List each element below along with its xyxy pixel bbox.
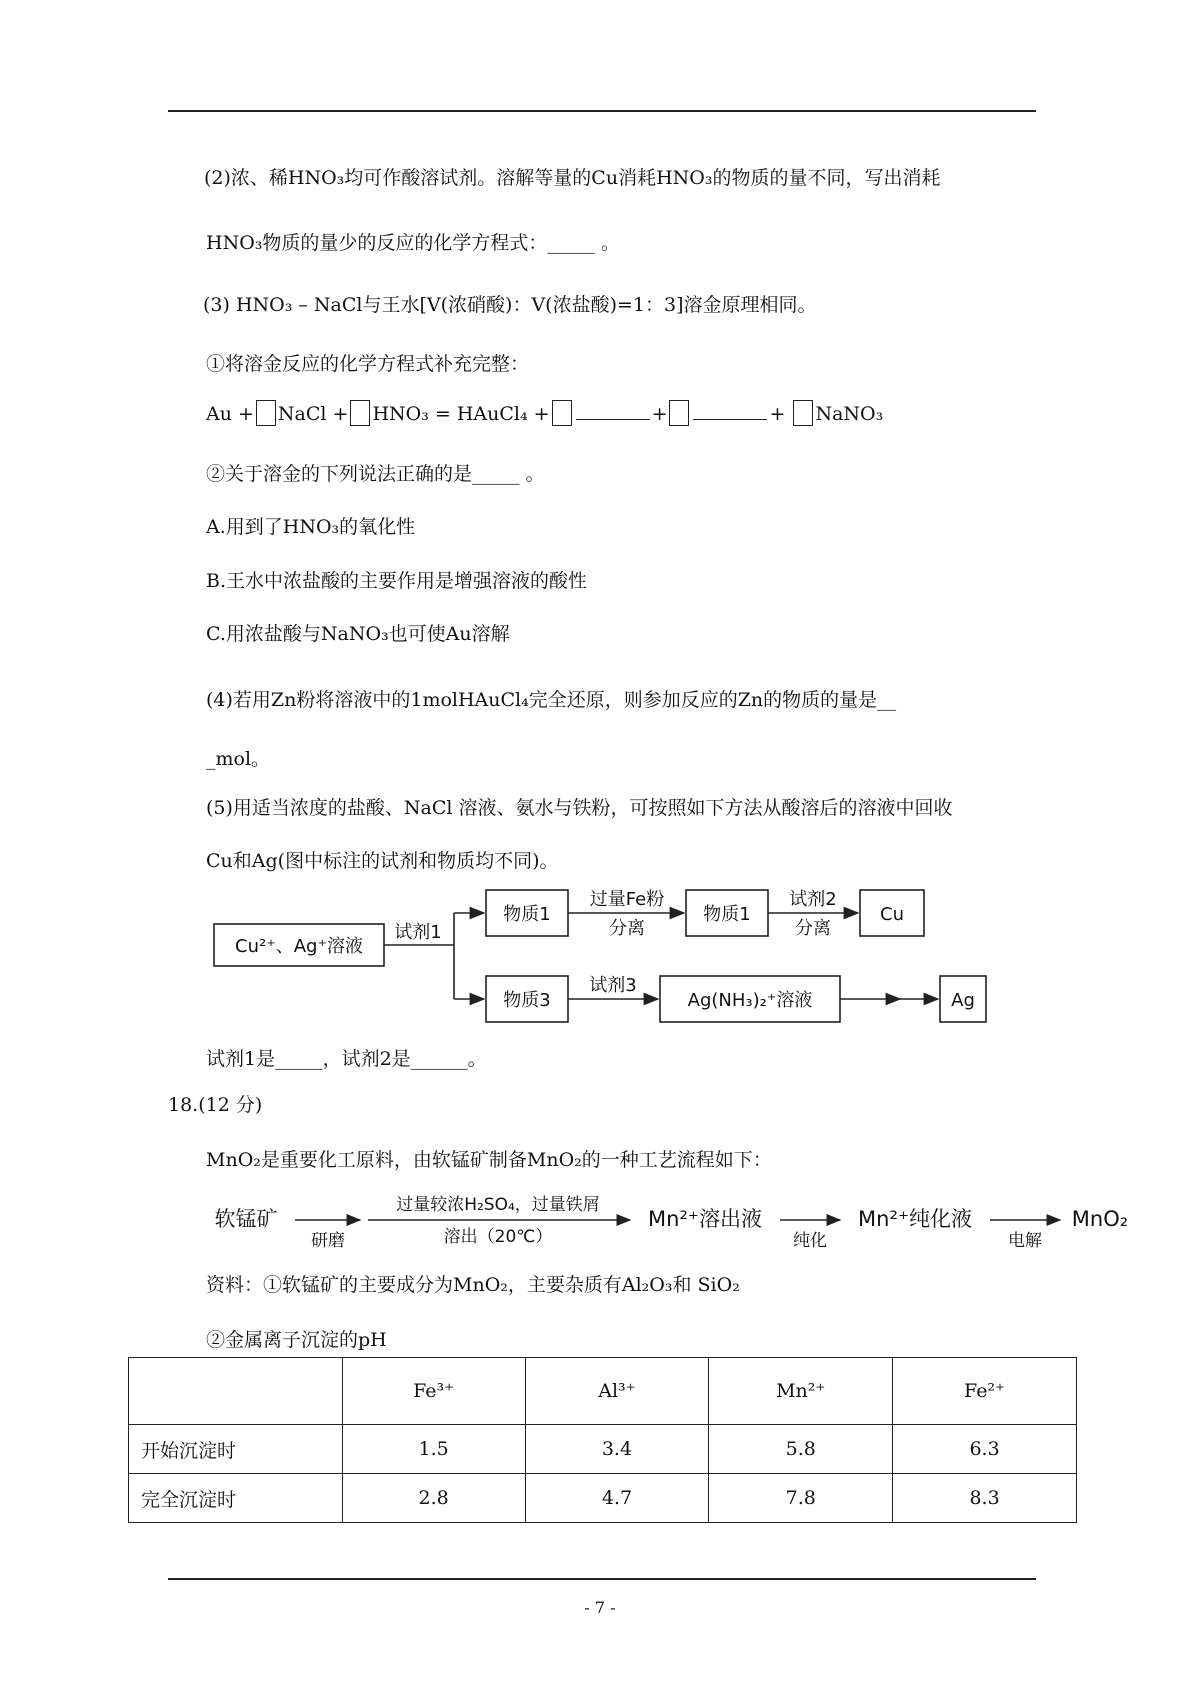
ore-label: 软锰矿 [214,1207,278,1231]
fe-powder-label: 过量Fe粉 [589,889,665,910]
q2-line2: HNO₃物质的量少的反应的化学方程式：_____ 。 [206,232,620,254]
table-cell: 7.8 [709,1474,893,1523]
table-cell: 6.3 [893,1425,1077,1474]
substance3-label: 物质3 [503,990,551,1011]
table-cell: 3.4 [525,1425,709,1474]
leach-reagents-label: 过量较浓H₂SO₄，过量铁屑 [396,1195,600,1215]
product-label: MnO₂ [1071,1207,1129,1231]
q3-option-b: B.王水中浓盐酸的主要作用是增强溶液的酸性 [206,570,588,592]
leach-condition-label: 溶出（20℃） [443,1227,553,1247]
q3-sub2: ②关于溶金的下列说法正确的是_____ 。 [206,463,545,485]
table-header-cell: Mn²⁺ [709,1358,893,1425]
product-blank[interactable] [693,418,767,420]
table-row-label: 完全沉淀时 [129,1474,343,1523]
q18-header: 18.(12 分) [168,1094,263,1116]
purified-label: Mn²⁺纯化液 [858,1207,972,1231]
q18-info2: ②金属离子沉淀的pH [206,1329,387,1351]
q3-sub1: ①将溶金反应的化学方程式补充完整： [206,353,530,375]
coef-box[interactable] [552,400,572,426]
start-label: Cu²⁺、Ag⁺溶液 [235,936,363,957]
table-cell: 5.8 [709,1425,893,1474]
coef-box[interactable] [350,400,370,426]
q3-option-a: A.用到了HNO₃的氧化性 [206,516,416,538]
table-header-cell: Al³⁺ [525,1358,709,1425]
top-rule [168,110,1036,112]
eq-plus1: + [651,403,668,425]
product-blank[interactable] [576,418,650,420]
table-header-cell [129,1358,343,1425]
eq-plus2: + [769,403,786,425]
cu-label: Cu [880,904,904,925]
coef-box[interactable] [793,400,813,426]
ag-label: Ag [951,990,975,1011]
bottom-rule [168,1578,1036,1580]
mno2-process-diagram [200,1180,1140,1260]
electrolysis-label: 电解 [1008,1231,1042,1251]
eq-nano3: NaNO₃ [815,403,884,425]
substance1-label: 物质1 [503,904,551,925]
table-cell: 8.3 [893,1474,1077,1523]
substance1b-label: 物质1 [703,904,751,925]
reagent1-label: 试剂1 [394,922,442,943]
purify-label: 纯化 [793,1231,827,1251]
q5-line1: (5)用适当浓度的盐酸、NaCl 溶液、氨水与铁粉，可按照如下方法从酸溶后的溶液中回收 [206,797,953,819]
coef-box[interactable] [669,400,689,426]
table-row [129,1474,1077,1523]
table-cell: 2.8 [342,1474,525,1523]
grind-label: 研磨 [311,1231,345,1251]
table-cell: 1.5 [342,1425,525,1474]
table-header-cell: Fe²⁺ [893,1358,1077,1425]
separation2-label: 分离 [795,918,831,939]
eq-hno3: HNO₃ = HAuCl₄ + [372,403,550,425]
q4-line2: _mol。 [206,748,271,770]
table-row [129,1425,1077,1474]
leachate-label: Mn²⁺溶出液 [648,1207,762,1231]
table-cell: 4.7 [525,1474,709,1523]
q4-line1: (4)若用Zn粉将溶液中的1molHAuCl₄完全还原，则参加反应的Zn的物质的量是__ [206,689,897,711]
q18-info1: 资料：①软锰矿的主要成分为MnO₂，主要杂质有Al₂O₃和 SiO₂ [206,1274,740,1296]
q5-answer: 试剂1是_____，试剂2是______。 [206,1048,487,1070]
reagent3-label: 试剂3 [589,975,637,996]
ag-complex-label: Ag(NH₃)₂⁺溶液 [687,990,813,1011]
table-row-label: 开始沉淀时 [129,1425,343,1474]
recovery-flow-diagram [200,870,975,1040]
q18-intro: MnO₂是重要化工原料，由软锰矿制备MnO₂的一种工艺流程如下： [206,1149,772,1171]
precipitation-ph-table [128,1357,1077,1523]
q3-equation [206,400,883,426]
q5-line2: Cu和Ag(图中标注的试剂和物质均不同)。 [206,850,559,872]
q3-option-c: C.用浓盐酸与NaNO₃也可使Au溶解 [206,623,510,645]
q3-intro: (3) HNO₃ – NaCl与王水[V(浓硝酸)：V(浓盐酸)=1：3]溶金原理相同。 [203,294,817,316]
eq-au: Au + [206,403,254,425]
coef-box[interactable] [256,400,276,426]
page-number: - 7 - [584,1598,616,1617]
eq-nacl: NaCl + [277,403,349,425]
q2-line1: (2)浓、稀HNO₃均可作酸溶试剂。溶解等量的Cu消耗HNO₃的物质的量不同，写出消耗 [204,167,941,189]
table-header-cell: Fe³⁺ [342,1358,525,1425]
reagent2-label: 试剂2 [789,889,837,910]
separation-label: 分离 [609,918,645,939]
table-header-row [129,1358,1077,1425]
